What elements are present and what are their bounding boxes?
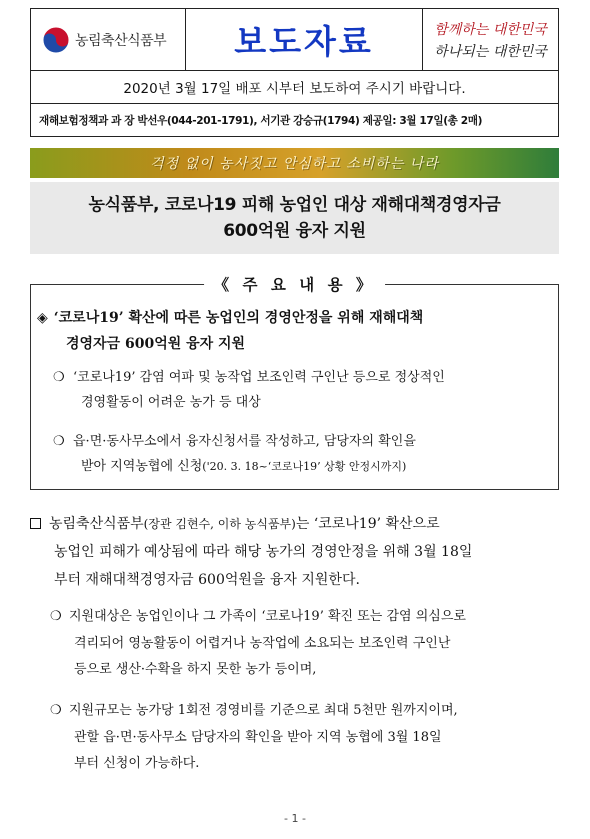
key-point-main-line-2: 경영자금 600억원 융자 지원: [66, 336, 246, 352]
key-points-title: 《 주 요 내 용 》: [204, 273, 386, 295]
doc-type-title: 보도자료: [234, 22, 374, 61]
diamond-bullet-icon: ◈: [37, 310, 48, 326]
para1-line-3: 부터 재해대책경영자금 600억원을 융자 지원한다.: [54, 572, 360, 588]
para1-line-1b: (장관 김현수, 이하 농식품부): [143, 517, 296, 531]
sub1-line-3: 등으로 생산·수확을 하지 못한 농가 등이며,: [74, 662, 317, 677]
ministry-logo: [31, 9, 186, 70]
contact-line: 재해보험정책과 과 장 박선우(044-201-1791), 서기관 강승규(1794) 제공일: 3월 17일(총 2매): [30, 104, 559, 137]
key-point-item: [53, 365, 553, 415]
key-point-item-note: ('20. 3. 18~‘코로나19’ 상황 안정시까지): [202, 460, 407, 473]
sub-paragraph: [50, 698, 570, 778]
key-points-box: [30, 276, 559, 490]
slogan-line-2: 하나되는 대한민국: [434, 43, 547, 60]
key-point-item-line-1: ‘코로나19’ 감염 여파 및 농작업 보조인력 구인난 등으로 정상적인: [73, 370, 445, 385]
circle-bullet-icon: ❍: [53, 370, 65, 385]
press-header: [30, 8, 559, 71]
key-point-item-line-2: 받아 지역농협에 신청: [81, 459, 203, 474]
sub-paragraph: [50, 604, 570, 684]
sub1-line-2: 격리되어 영농활동이 어렵거나 농작업에 소요되는 보조인력 구인난: [74, 635, 451, 651]
sub2-line-3: 부터 신청이 가능하다.: [74, 756, 200, 771]
key-point-item-line-1: 읍·면·동사무소에서 융자신청서를 작성하고, 담당자의 확인을: [73, 434, 416, 449]
body-paragraph: [30, 510, 570, 594]
taegeuk-emblem-icon: [41, 25, 71, 55]
slogan-line-1: 함께하는 대한민국: [434, 21, 547, 38]
para1-line-1c: 는 ‘코로나19’ 확산으로: [295, 516, 440, 532]
headline-line-2: 600억원 융자 지원: [223, 221, 366, 241]
square-bullet-icon: [30, 518, 41, 529]
circle-bullet-icon: ❍: [50, 609, 62, 624]
page-number: - 1 -: [284, 812, 306, 825]
key-point-item: [53, 429, 553, 479]
ministry-name: 농림축산식품부: [75, 32, 167, 49]
sub2-line-2: 관할 읍·면·동사무소 담당자의 확인을 받아 지역 농협에 3월 18일: [74, 729, 442, 745]
slogan-logo: [423, 9, 558, 70]
sub1-line-1: 지원대상은 농업인이나 그 가족이 ‘코로나19’ 확진 또는 감염 의심으로: [69, 609, 466, 624]
key-point-main: [37, 305, 552, 357]
para1-line-1a: 농림축산식품부: [49, 516, 144, 532]
release-note: 2020년 3월 17일 배포 시부터 보도하여 주시기 바랍니다.: [30, 71, 559, 104]
banner-text: 걱정 없이 농사짓고 안심하고 소비하는 나라: [150, 156, 439, 172]
slogan-banner: [30, 148, 559, 178]
sub2-line-1: 지원규모는 농가당 1회전 경영비를 기준으로 최대 5천만 원까지이며,: [69, 703, 458, 718]
doc-type-cell: [186, 9, 423, 70]
headline-box: [30, 182, 559, 254]
key-point-main-line-1: ‘코로나19’ 확산에 따른 농업인의 경영안정을 위해 재해대책: [53, 310, 424, 326]
para1-line-2: 농업인 피해가 예상됨에 따라 해당 농가의 경영안정을 위해 3월 18일: [54, 544, 473, 560]
key-point-item-line-2: 경영활동이 어려운 농가 등 대상: [81, 395, 261, 410]
circle-bullet-icon: ❍: [50, 703, 62, 718]
circle-bullet-icon: ❍: [53, 434, 65, 449]
headline-line-1: 농식품부, 코로나19 피해 농업인 대상 재해대책경영자금: [88, 195, 501, 215]
